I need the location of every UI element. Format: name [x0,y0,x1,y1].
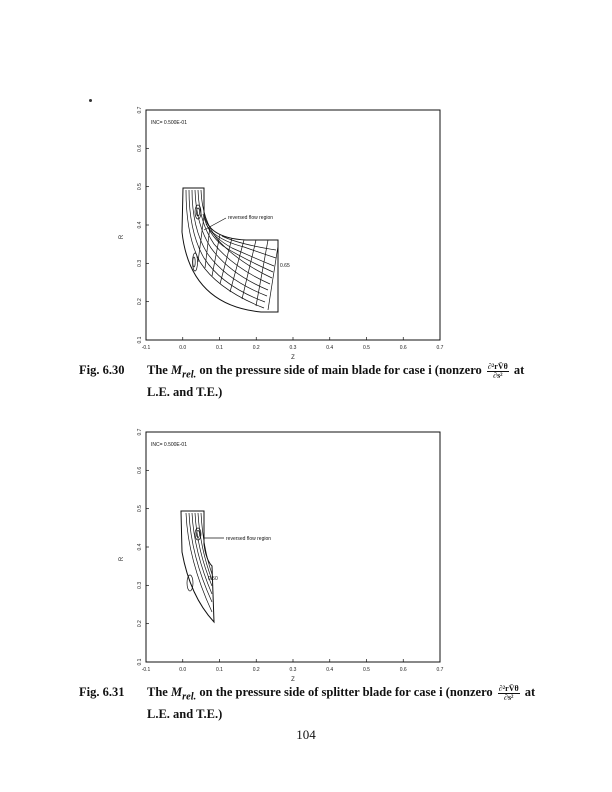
caption-fraction: $\frac{\text{∂²rV̄θ}}{\text{∂s²}}$ [487,361,508,380]
x-tick-label: -0.1 [141,345,151,351]
y-tick-label: 0.1 [137,336,143,344]
caption-subscript: rel. [182,369,197,381]
x-tick-label: 0.6 [399,667,407,673]
x-tick-label: 0.3 [289,345,297,351]
x-tick-label: 0.4 [326,345,334,351]
x-axis-label: Z [291,677,295,683]
caption-middle: on the pressure side of main blade for case i (nonzero [199,363,482,377]
y-tick-label: 0.5 [137,505,143,513]
x-tick-label: 0.6 [399,345,407,351]
caption-variable: M [170,363,183,377]
contour-label: 0.65 [280,263,290,269]
y-tick-label: 0.2 [137,298,143,306]
x-tick-label: 0.0 [179,345,187,351]
x-tick-label: 0.1 [216,667,223,673]
x-tick-label: 0.5 [363,667,370,673]
y-tick-label: 0.7 [137,106,143,114]
y-tick-label: 0.4 [137,221,143,229]
reversed-flow-annotation: reversed flow region [228,215,274,221]
x-tick-label: 0.7 [436,667,444,673]
caption-pre: The [147,363,168,377]
y-tick-label: 0.6 [137,144,143,152]
inc-label: INC= 0.500E-01 [151,120,187,126]
caption-pre: The [147,685,168,699]
y-axis-label: R [119,234,125,240]
caption-number: Fig. 6.30 [79,363,125,377]
x-tick-label: 0.7 [436,345,444,351]
x-tick-label: 0.4 [326,667,334,673]
y-tick-label: 0.1 [137,658,143,666]
x-tick-label: 0.3 [289,667,297,673]
y-tick-label: 0.3 [137,259,143,267]
y-tick-label: 0.5 [137,183,143,191]
x-tick-label: 0.5 [363,345,370,351]
x-tick-label: 0.2 [252,667,260,673]
x-axis-label: Z [291,355,295,361]
y-tick-label: 0.3 [137,581,143,589]
y-tick-label: 0.2 [137,620,143,628]
inc-label: INC= 0.500E-01 [151,442,187,448]
page-number: 104 [296,727,316,742]
reversed-flow-annotation: reversed flow region [226,536,272,542]
contour-label: 0.50 [208,576,218,582]
y-tick-label: 0.6 [137,466,143,474]
y-tick-label: 0.4 [137,543,143,551]
meridional-contours [181,511,224,622]
x-tick-label: 0.2 [252,345,260,351]
y-axis-label: R [119,556,125,562]
caption-subscript: rel. [182,691,197,703]
y-tick-label: 0.7 [137,428,143,436]
caption-variable: M [170,685,183,699]
caption-end: at L.E. and T.E.) [147,685,536,721]
caption-end: at L.E. and T.E.) [147,363,525,399]
x-tick-label: -0.1 [141,667,151,673]
caption-number: Fig. 6.31 [79,685,125,699]
x-tick-label: 0.1 [216,345,223,351]
caption-middle: on the pressure side of splitter blade for case i (nonzero [199,685,493,699]
caption-fraction: $\frac{\text{∂²rV̄θ}}{\text{∂s²}}$ [498,683,519,702]
x-tick-label: 0.0 [179,667,187,673]
